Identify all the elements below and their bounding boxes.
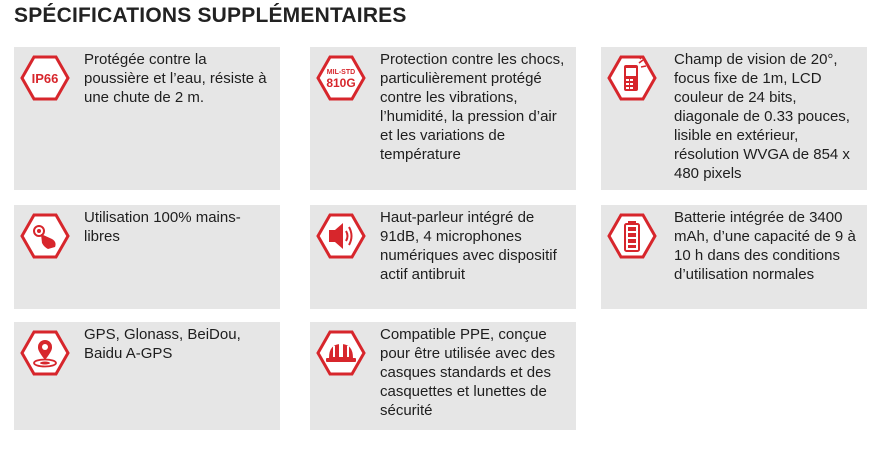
spec-card-ppe (310, 322, 576, 430)
spec-card-mil-std (310, 47, 576, 190)
hard-hat-icon (316, 330, 366, 376)
spec-card-ip66 (14, 47, 280, 190)
spec-card-speaker (310, 205, 576, 309)
spec-text: Haut-parleur intégré de 91dB, 4 microphones numériques avec dispositif actif antibruit (380, 209, 557, 283)
spec-text: Protection contre les chocs, particulièrement protégé contre les vibrations, l’humidité, la pression d’air et les variations de température (380, 51, 565, 163)
hands-free-icon (20, 213, 70, 259)
gps-pin-icon (20, 330, 70, 376)
spec-card-hands-free (14, 205, 280, 309)
battery-icon (607, 213, 657, 259)
ip66-icon-label: IP66 (31, 71, 59, 86)
phone-display-icon (607, 55, 657, 101)
spec-card-battery (601, 205, 867, 309)
mil-std-icon (316, 55, 366, 101)
ip66-icon (20, 55, 70, 101)
spec-card-gps (14, 322, 280, 430)
spec-text: Champ de vision de 20°, focus fixe de 1m, LCD couleur de 24 bits, diagonale de 0.33 pouces, lisible en extérieur, résolution WVGA de 854 x 480 pixels (674, 51, 850, 182)
spec-text: Protégée contre la poussière et l’eau, résiste à une chute de 2 m. (84, 51, 267, 106)
mil-std-icon-top: MIL-STD (326, 69, 356, 76)
spec-text: Compatible PPE, conçue pour être utilisée avec des casques standards et des casquettes et lunettes de sécurité (380, 326, 556, 419)
speaker-icon (316, 213, 366, 259)
mil-std-icon-label: 810G (326, 76, 356, 90)
spec-card-display (601, 47, 867, 190)
page-title: SPÉCIFICATIONS SUPPLÉMENTAIRES (14, 4, 407, 27)
spec-text: Utilisation 100% mains-libres (84, 209, 241, 245)
spec-text: GPS, Glonass, BeiDou, Baidu A-GPS (84, 326, 241, 362)
spec-text: Batterie intégrée de 3400 mAh, d’une capacité de 9 à 10 h dans des conditions d’utilisation normales (674, 209, 856, 283)
